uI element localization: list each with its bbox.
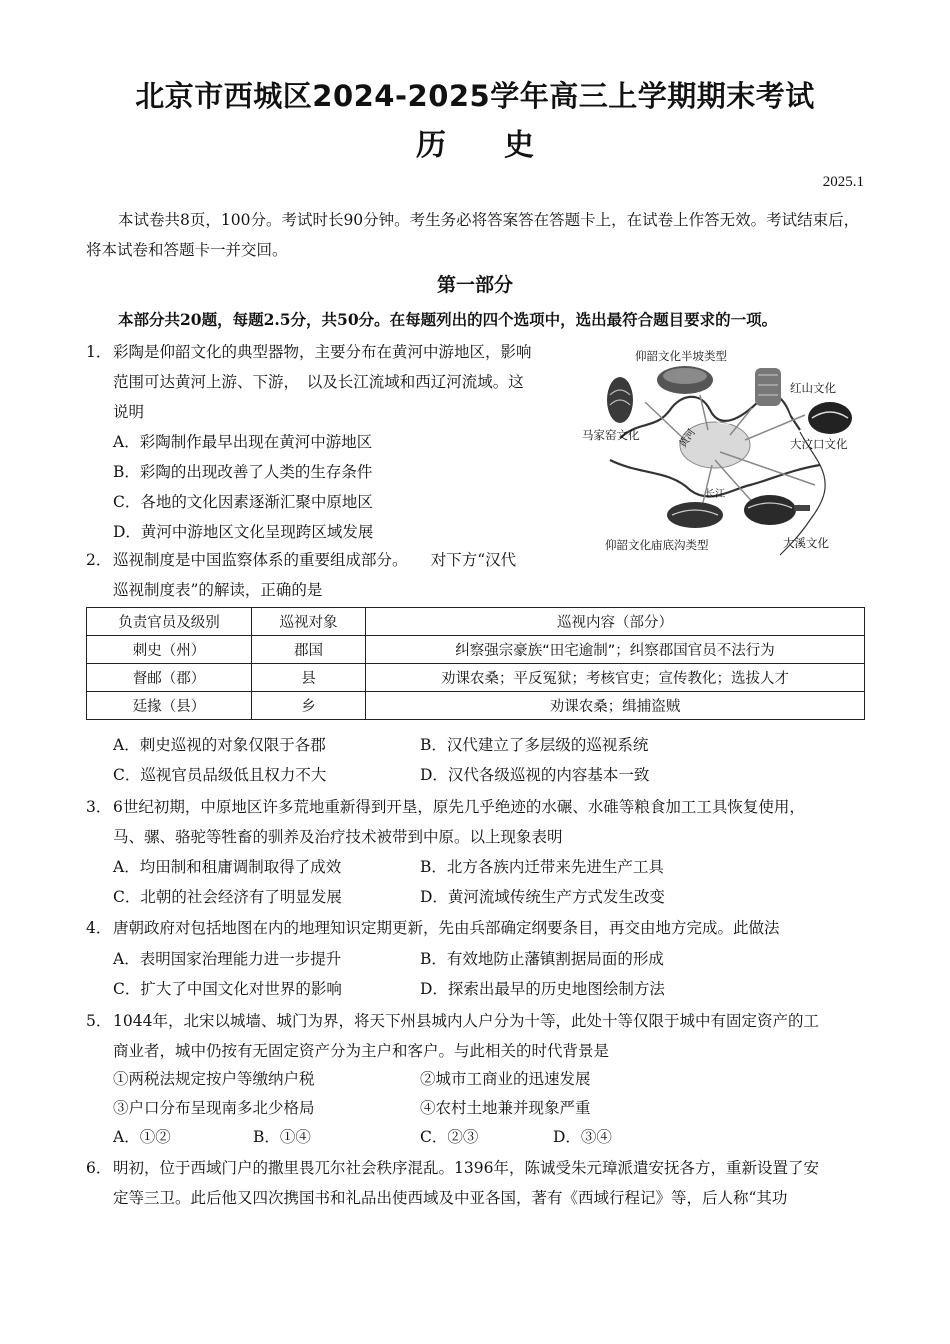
table-header: 负责官员及级别	[87, 608, 252, 636]
banpo-basin	[657, 366, 713, 394]
option-c: C．扩大了中国文化对世界的影响	[113, 980, 342, 998]
table-header-row	[87, 608, 865, 636]
question-text-line: 彩陶是仰韶文化的典型器物，主要分布在黄河中游地区，影响	[113, 343, 532, 361]
statement-1: ①两税法规定按户等缴纳户税	[113, 1070, 315, 1088]
table-cell: 乡	[252, 692, 366, 720]
option-a: A．①②	[113, 1128, 171, 1146]
label-miaodigou: 仰韶文化庙底沟类型	[605, 538, 709, 552]
exam-instructions: 本试卷共8页，100分。考试时长90分钟。考生务必将答案答在答题卡上，在试卷上作答无效。考试结束后，将本试卷和答题卡一并交回。	[86, 211, 860, 259]
label-daxi: 大溪文化	[783, 536, 829, 550]
question-text-line: 巡视制度是中国监察体系的重要组成部分。 对下方“汉代	[113, 551, 517, 569]
table-cell: 纠察强宗豪族“田宅逾制”；纠察郡国官员不法行为	[366, 636, 865, 664]
option-a: A．刺史巡视的对象仅限于各郡	[113, 736, 326, 754]
table-header: 巡视对象	[252, 608, 366, 636]
table-cell: 督邮（郡）	[87, 664, 252, 692]
label-yangtze: 长江	[705, 489, 725, 500]
statement-2: ②城市工商业的迅速发展	[420, 1070, 591, 1088]
question-text-line: 马、骡、骆驼等牲畜的驯养及治疗技术被带到中原。以上现象表明	[113, 828, 563, 846]
dawenkou-pot	[808, 402, 852, 434]
label-banpo: 仰韶文化半坡类型	[635, 349, 727, 363]
option-d: D．汉代各级巡视的内容基本一致	[420, 766, 650, 784]
option-a: A．均田制和租庸调制取得了成效	[113, 858, 342, 876]
option-a: A．表明国家治理能力进一步提升	[113, 950, 342, 968]
question-6	[86, 1153, 876, 1213]
hongshan-jar	[755, 368, 781, 406]
question-1	[86, 337, 586, 547]
table-row	[87, 692, 865, 720]
option-b: B．北方各族内迁带来先进生产工具	[420, 858, 664, 876]
option-d: D．探索出最早的历史地图绘制方法	[420, 980, 665, 998]
question-2	[86, 545, 586, 605]
exam-title: 北京市西城区2024-2025学年高三上学期期末考试	[135, 79, 815, 113]
option-c: C．各地的文化因素逐渐汇聚中原地区	[113, 493, 373, 511]
question-text-line: 范围可达黄河上游、下游， 以及长江流域和西辽河流域。这	[113, 373, 524, 391]
option-b: B．①④	[253, 1128, 311, 1146]
question-text-line: 明初，位于西域门户的撒里畏兀尔社会秩序混乱。1396年，陈诚受朱元璋派遣安抚各方，重新设置了安	[113, 1159, 819, 1177]
option-c: C．巡视官员品级低且权力不大	[113, 766, 327, 784]
question-text-line: 1044年，北宋以城墙、城门为界，将天下州县城内人户分为十等，此处十等仅限于城中有固定资产的工	[113, 1012, 819, 1030]
label-yellow-river: 黄河	[677, 427, 698, 450]
option-d: D．黄河中游地区文化呈现跨区域发展	[113, 523, 374, 541]
table-cell: 劝课农桑；平反冤狱；考核官吏；宣传教化；选拔人才	[366, 664, 865, 692]
part-title: 第一部分	[436, 274, 513, 296]
daxi-vessel	[744, 495, 810, 525]
option-c: C．北朝的社会经济有了明显发展	[113, 888, 342, 906]
subject-title: 历史	[416, 128, 592, 163]
table-cell: 劝课农桑；缉捕盗贼	[366, 692, 865, 720]
label-dawenkou: 大汶口文化	[790, 437, 848, 451]
question-number: 6．	[86, 1159, 112, 1177]
question-number: 2．	[86, 551, 112, 569]
option-b: B．有效地防止藩镇割据局面的形成	[420, 950, 664, 968]
question-text-line: 6世纪初期，中原地区许多荒地重新得到开垦，原先几乎绝迹的水碾、水碓等粮食加工工具恢复使用，	[113, 798, 805, 816]
question-text-line: 巡视制度表”的解读，正确的是	[113, 581, 323, 599]
question-text-line: 说明	[113, 403, 145, 421]
table-cell: 刺史（州）	[87, 636, 252, 664]
miaodigou-bowl	[667, 502, 723, 528]
question-text-line: 商业者，城中仍按有无固定资产分为主户和客户。与此相关的时代背景是	[113, 1042, 610, 1060]
option-c: C．②③	[420, 1128, 479, 1146]
table-cell: 廷掾（县）	[87, 692, 252, 720]
table-cell: 县	[252, 664, 366, 692]
han-inspection-table	[86, 607, 865, 720]
option-d: D．③④	[553, 1128, 612, 1146]
statement-4: ④农村土地兼并现象严重	[420, 1099, 591, 1117]
label-majiayao: 马家窑文化	[582, 428, 640, 442]
statement-3: ③户口分布呈现南多北少格局	[113, 1099, 315, 1117]
table-row	[87, 664, 865, 692]
question-4	[86, 913, 876, 943]
question-number: 1．	[86, 343, 112, 361]
question-number: 4．	[86, 919, 112, 937]
option-b: B．汉代建立了多层级的巡视系统	[420, 736, 649, 754]
label-hongshan: 红山文化	[790, 381, 836, 395]
table-row	[87, 636, 865, 664]
painted-pottery-map	[580, 340, 870, 560]
question-text-line: 定等三卫。此后他又四次携国书和礼品出使西域及中亚各国，著有《西域行程记》等，后人称“其功	[113, 1189, 788, 1207]
table-header: 巡视内容（部分）	[366, 608, 865, 636]
question-number: 3．	[86, 798, 112, 816]
question-5	[86, 1006, 876, 1066]
part-instruction: 本部分共20题，每题2.5分，共50分。在每题列出的四个选项中，选出最符合题目要求的一项。	[118, 310, 778, 329]
option-a: A．彩陶制作最早出现在黄河中游地区	[113, 433, 373, 451]
majiayao-vase	[607, 377, 633, 423]
option-d: D．黄河流域传统生产方式发生改变	[420, 888, 665, 906]
exam-date: 2025.1	[822, 174, 864, 190]
option-b: B．彩陶的出现改善了人类的生存条件	[113, 463, 373, 481]
question-number: 5．	[86, 1012, 112, 1030]
question-text-line: 唐朝政府对包括地图在内的地理知识定期更新，先由兵部确定纲要条目，再交由地方完成。此做法	[113, 919, 780, 937]
question-3	[86, 792, 876, 852]
table-cell: 郡国	[252, 636, 366, 664]
